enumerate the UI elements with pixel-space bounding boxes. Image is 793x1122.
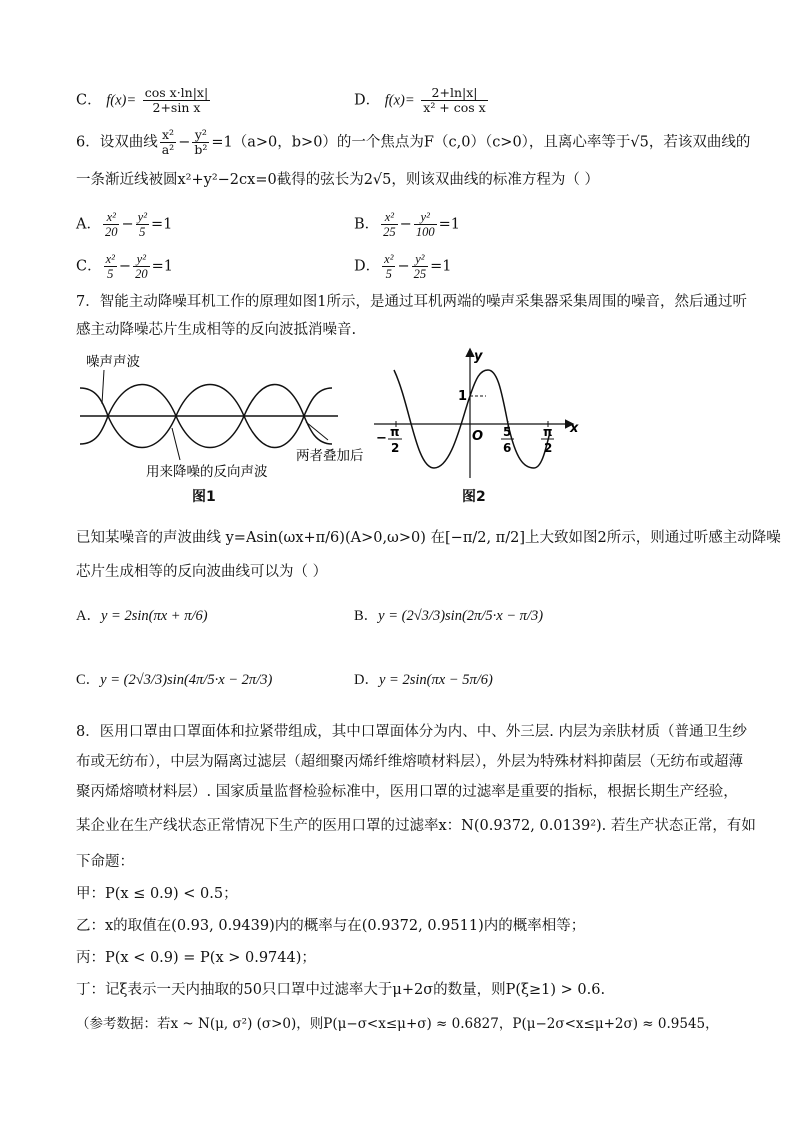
fig2-tick-one: 1 xyxy=(458,389,468,404)
q6-option-d: D． $\frac{\text{x²}}{5}$ − $\frac{\text{y²}}{25}$ =1 xyxy=(354,252,452,281)
fig2-y-label: y xyxy=(474,349,483,364)
q8-reference-data: （参考数据：若x ~ N(μ, σ²) (σ>0)，则P(μ−σ<x≤μ+σ) ≈ 0.6827，P(μ−2σ<x≤μ+2σ) ≈ 0.9545， xyxy=(76,1016,719,1032)
q7-option-a: A．y = 2sin(πx + π/6) xyxy=(76,608,208,624)
fig2-neg-num: π xyxy=(390,425,400,439)
q5-option-c-lhs: f(x)= xyxy=(106,92,137,109)
fig1-label-sum: 两者叠加后 xyxy=(296,448,364,464)
fig1-caption: 图1 xyxy=(192,489,216,505)
figure-1-noise-cancel xyxy=(76,348,376,478)
q7-stem-line3: 已知某噪音的声波曲线 y=Asin(ωx+π/6)(A>0,ω>0) 在[−π/2, π/2]上大致如图2所示，则通过听感主动降噪 xyxy=(76,530,781,546)
q6-stem-line1: 6．设双曲线 $\frac{\text{x²}}{\text{a²}}$ − $\frac{\text{y²}}{\text{b²}}$ =1（a>0，b>0）的一个焦点为F（c,0）（c>0），且离心率等于√5，若该双曲线的 xyxy=(76,127,751,157)
q5-option-d-fraction: $\frac{2+\ln|x|}{\text{x² + cos x}}$ xyxy=(423,85,486,115)
q8-stem-line4: 某企业在生产线状态正常情况下生产的医用口罩的过滤率x：N(0.9372, 0.0139²). 若生产状态正常，有如 xyxy=(76,818,756,834)
q7-option-d: D．y = 2sin(πx − 5π/6) xyxy=(354,672,493,688)
fig2-pos-den: 2 xyxy=(544,441,553,455)
fig1-pointer-noise xyxy=(102,370,104,404)
q7-stem-line1: 7．智能主动降噪耳机工作的原理如图1所示，是通过耳机两端的噪声采集器采集周围的噪音，然后通过听 xyxy=(76,294,747,310)
q6-frac-x: $\frac{\text{x²}}{\text{a²}}$ xyxy=(161,127,175,157)
q5-option-d-lhs: f(x)= xyxy=(384,92,415,109)
fig1-pointer-reverse xyxy=(172,428,180,460)
fig2-x-label: x xyxy=(570,421,579,436)
fig2-56-num: 5 xyxy=(503,425,512,439)
q6-option-b: B． $\frac{\text{x²}}{25}$ − $\frac{\text{y²}}{100}$ =1 xyxy=(354,210,460,239)
q8-proposition-ding: 丁：记ξ表示一天内抽取的50只口罩中过滤率大于μ+2σ的数量，则P(ξ≥1) > 0.6. xyxy=(76,982,606,998)
q8-stem-line5: 下命题： xyxy=(76,854,134,870)
q8-proposition-bing: 丙：P(x < 0.9) = P(x > 0.9744)； xyxy=(76,950,316,966)
fig2-origin: O xyxy=(472,429,484,444)
figure-2-sine-graph xyxy=(372,344,584,482)
fig2-caption: 图2 xyxy=(462,489,486,505)
q8-stem-line2: 布或无纺布），中层为隔离过滤层（超细聚丙烯纤维熔喷材料层），外层为特殊材料抑菌层（无纺布或超薄 xyxy=(76,754,743,770)
q7-option-b: B．y = (2√3/3)sin(2π/5·x − π/3) xyxy=(354,608,544,624)
q8-stem-line1: 8．医用口罩由口罩面体和拉紧带组成，其中口罩面体分为内、中、外三层. 内层为亲肤材质（普通卫生纱 xyxy=(76,724,747,740)
q8-proposition-jia: 甲：P(x ≤ 0.9) < 0.5； xyxy=(76,886,238,902)
fig2-56-den: 6 xyxy=(503,441,512,455)
q5-option-d-label: D． xyxy=(354,92,381,109)
fig1-label-reverse: 用来降噪的反向声波 xyxy=(146,464,268,478)
q7-stem-line2: 感主动降噪芯片生成相等的反向波抵消噪音. xyxy=(76,322,357,338)
q6-stem-line2: 一条渐近线被圆x²+y²−2cx=0截得的弦长为2√5，则该双曲线的标准方程为（ ） xyxy=(76,172,599,188)
q6-option-a: A． $\frac{\text{x²}}{20}$ − $\frac{\text{y²}}{5}$ =1 xyxy=(76,210,173,239)
q5-option-d xyxy=(354,86,490,115)
q6-frac-y: $\frac{\text{y²}}{\text{b²}}$ xyxy=(194,127,208,157)
fig1-label-noise: 噪声声波 xyxy=(86,354,140,370)
q8-stem-line3: 聚丙烯熔喷材料层）. 国家质量监督检验标准中，医用口罩的过滤率是重要的指标，根据长期生产经验， xyxy=(76,784,738,800)
fig2-neg-den: 2 xyxy=(391,441,400,455)
q8-proposition-yi: 乙：x的取值在(0.93, 0.9439)内的概率与在(0.9372, 0.9511)内的概率相等； xyxy=(76,918,586,934)
q5-option-c xyxy=(76,86,212,115)
q6-option-c: C． $\frac{\text{x²}}{5}$ − $\frac{\text{y²}}{20}$ =1 xyxy=(76,252,173,281)
q5-option-c-fraction: $\frac{\text{cos x·ln|x|}}{\text{2+sin x}}$ xyxy=(144,85,209,115)
fig2-neg-sign: − xyxy=(376,431,387,446)
q7-stem-line4: 芯片生成相等的反向波曲线可以为（ ） xyxy=(76,564,328,580)
fig2-pos-num: π xyxy=(543,425,553,439)
q5-option-c-label: C． xyxy=(76,92,102,109)
fig2-sine-curve xyxy=(394,370,553,468)
q7-option-c: C．y = (2√3/3)sin(4π/5·x − 2π/3) xyxy=(76,672,273,688)
